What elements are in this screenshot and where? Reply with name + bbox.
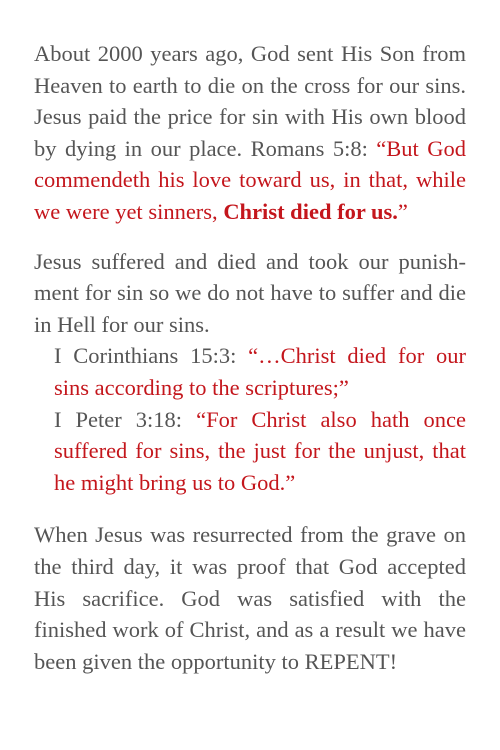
tract-page [34, 38, 466, 677]
verse-reference: I Peter 3:18: [54, 406, 197, 432]
verse-1-corinthians-15-3 [34, 340, 466, 403]
verse-quote: “For Christ also hath once suffered for sins, the just for the unjust, that he might bring us to God.” [54, 406, 466, 495]
paragraph-resurrection [34, 519, 466, 677]
verse-reference: I Corinthians 15:3: [54, 343, 249, 369]
quote-text: “But God commendeth his love toward us, in that, while we were yet sinners, [34, 135, 466, 224]
verse-quote: “…Christ died for our sins according to the scriptures;” [54, 343, 466, 400]
paragraph-punishment [34, 246, 466, 341]
paragraph-christ-died [34, 38, 466, 228]
quote-emphasis: Christ died for us. [223, 198, 398, 224]
paragraph-body-text: When Jesus was resurrected from the grave on the third day, it was proof that God accepted His sacrifice. God was satisfied with the finished work of Christ, and as a result we have been given the opportunity to REPENT! [34, 522, 466, 674]
paragraph-body-text: Jesus suffered and died and took our punishment for sin so we do not have to suffer and die in Hell for our sins. [34, 248, 466, 337]
paragraph-body-text: About 2000 years ago, God sent His Son from Heaven to earth to die on the cross for our sins. Jesus paid the price for sin with His own blood by dying in our place. Romans 5:8: [34, 41, 466, 161]
quote-close-mark: ” [397, 198, 408, 224]
verse-1-peter-3-18 [34, 404, 466, 499]
